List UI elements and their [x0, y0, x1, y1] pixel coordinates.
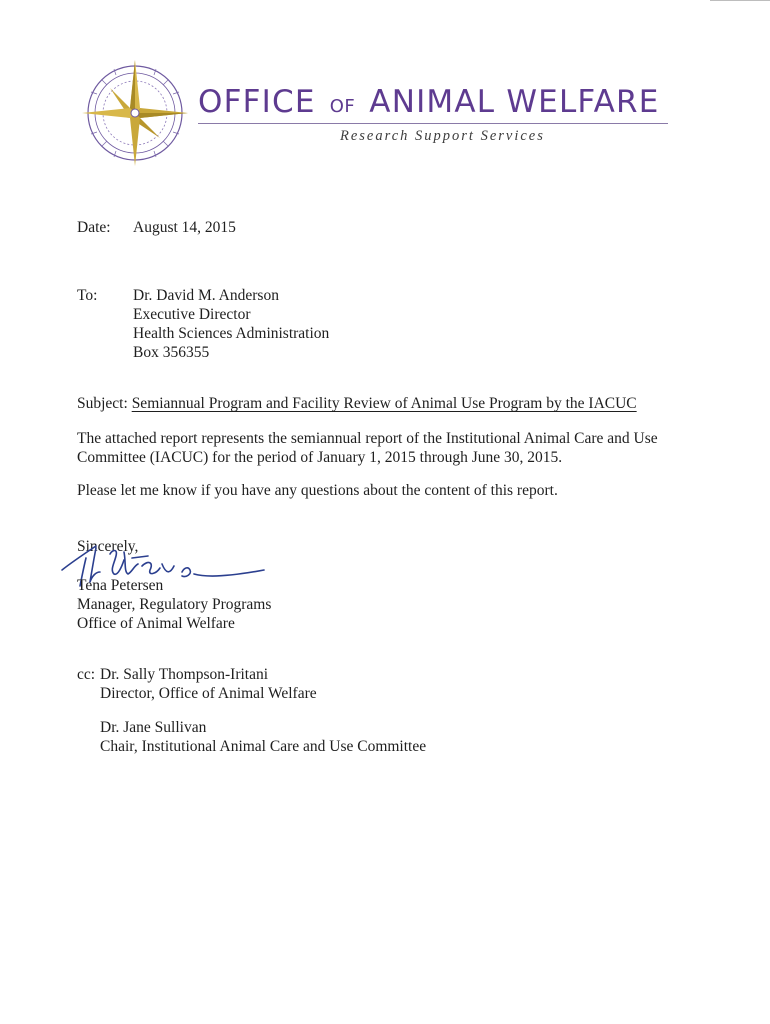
org-name-of: OF — [329, 96, 356, 117]
cc-recipient-1-title: Director, Office of Animal Welfare — [100, 685, 317, 702]
compass-rose-seal-icon — [80, 58, 190, 168]
date-label: Date: — [77, 219, 111, 236]
subject-title: Semiannual Program and Facility Review of Animal Use Program by the IACUC — [131, 395, 637, 412]
recipient-title: Executive Director — [133, 306, 251, 323]
recipient-name: Dr. David M. Anderson — [133, 287, 279, 304]
cc-recipient-2-title: Chair, Institutional Animal Care and Use Committee — [100, 738, 427, 755]
org-name-animal-welfare: ANIMAL WELFARE — [369, 84, 660, 120]
recipient-department: Health Sciences Administration — [133, 325, 330, 342]
to-label: To: — [77, 287, 98, 304]
body-paragraph-2: Please let me know if you have any questions about the content of this report. — [77, 482, 558, 499]
cc-label: cc: — [77, 666, 96, 683]
org-name — [198, 84, 688, 120]
signer-office: Office of Animal Welfare — [77, 615, 235, 632]
org-subtitle: Research Support Services — [340, 128, 545, 144]
corner-rule — [710, 0, 770, 1]
subject-label: Subject: — [77, 395, 128, 412]
closing-salutation: Sincerely, — [77, 538, 139, 555]
cc-recipient-2-name: Dr. Jane Sullivan — [100, 719, 207, 736]
body-paragraph-1-line-1: The attached report represents the semiannual report of the Institutional Animal Care and Use — [77, 430, 658, 447]
body-paragraph-1-line-2: Committee (IACUC) for the period of January 1, 2015 through June 30, 2015. — [77, 449, 563, 466]
header-rule — [198, 123, 668, 124]
signer-name: Tena Petersen — [77, 577, 164, 594]
date-value: August 14, 2015 — [133, 219, 236, 236]
recipient-box: Box 356355 — [133, 344, 210, 361]
subject-line — [77, 394, 637, 414]
cc-recipient-1-name: Dr. Sally Thompson-Iritani — [100, 666, 269, 683]
signer-title: Manager, Regulatory Programs — [77, 596, 272, 613]
org-name-office: OFFICE — [198, 84, 316, 120]
